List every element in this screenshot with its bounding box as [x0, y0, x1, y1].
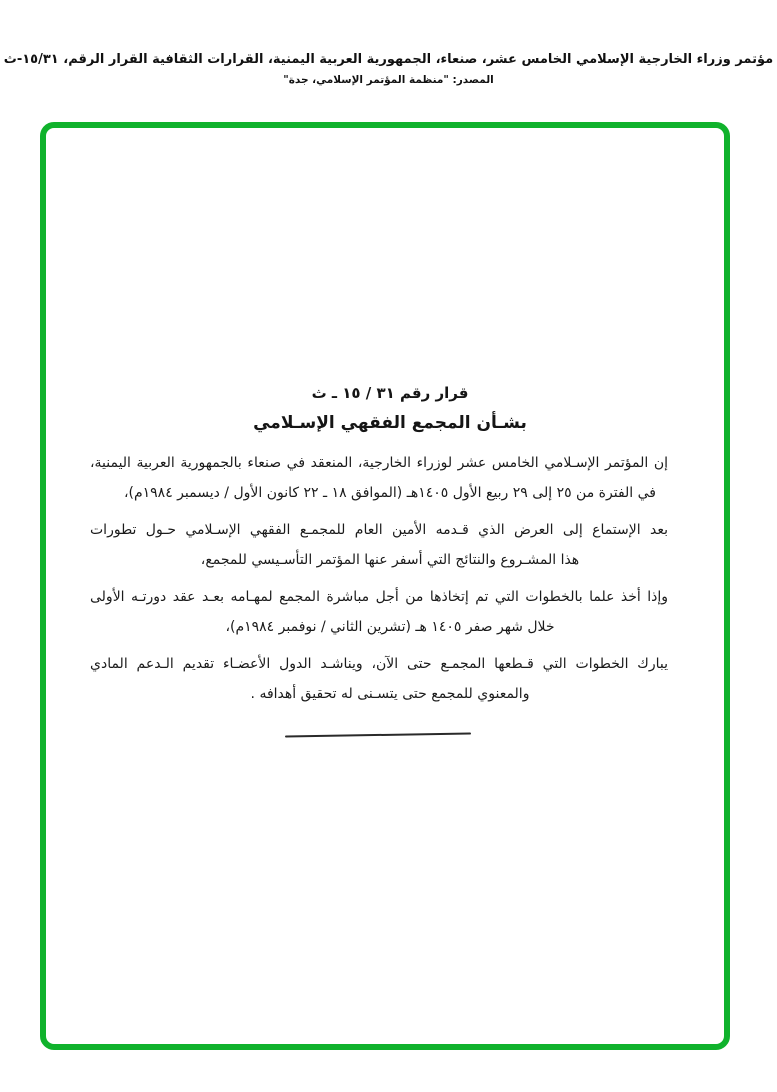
paragraph-line: في الفترة من ٢٥ إلى ٢٩ ربيع الأول ١٤٠٥هـ (الموافق ١٨ ـ ٢٢ كانون الأول / ديسمبر ١٩٨٤م)، [123, 485, 656, 501]
paragraph-line: إن المؤتمر الإسـلامي الخامس عشر لوزراء الخارجية، المنعقد في صنعاء بالجمهورية العربية اليمنية، [90, 455, 668, 471]
paragraph-3 [90, 582, 690, 642]
resolution-number-title: قرار رقم ٣١ / ١٥ ـ ث [311, 384, 469, 402]
document-green-frame [40, 122, 730, 1050]
citation-title: مؤتمر وزراء الخارجية الإسلامي الخامس عشر، صنعاء، الجمهورية العربية اليمنية، القرارات الثقافية القرار الرقم، ١٥/٣١-ث [3, 52, 774, 67]
paragraph-line: خلال شهر صفر ١٤٠٥ هـ (تشرين الثاني / نوفمبر ١٩٨٤م)، [225, 619, 555, 635]
citation-header [0, 52, 777, 86]
paragraph-line: يبارك الخطوات التي قـطعها المجمـع حتى الآن، ويناشـد الدول الأعضـاء تقديم الـدعم المادي [90, 656, 668, 672]
paragraph-2 [90, 515, 690, 575]
paragraph-line: هذا المشـروع والنتائج التي أسفر عنها المؤتمر التأسـيسي للمجمع، [200, 552, 580, 568]
paragraph-line: وإذا أخذ علما بالخطوات التي تم إتخاذها من أجل مباشرة المجمع لمهـامه بعـد عقد دورتـه الأولى [90, 589, 668, 605]
divider-line [285, 733, 471, 738]
paragraph-4 [90, 649, 690, 709]
paragraph-line: بعد الإستماع إلى العرض الذي قـدمه الأمين العام للمجمـع الفقهي الإسـلامي حـول تطورات [90, 522, 668, 538]
resolution-subject-title: بشـأن المجمع الفقهي الإسـلامي [253, 413, 527, 433]
document-body [46, 128, 724, 1044]
body-paragraphs [90, 448, 690, 709]
paragraph-1 [90, 448, 690, 508]
citation-source: المصدر: "منظمة المؤتمر الإسلامي، جدة" [283, 74, 494, 86]
paragraph-line: والمعنوي للمجمع حتى يتسـنى له تحقيق أهدافه . [250, 686, 530, 702]
